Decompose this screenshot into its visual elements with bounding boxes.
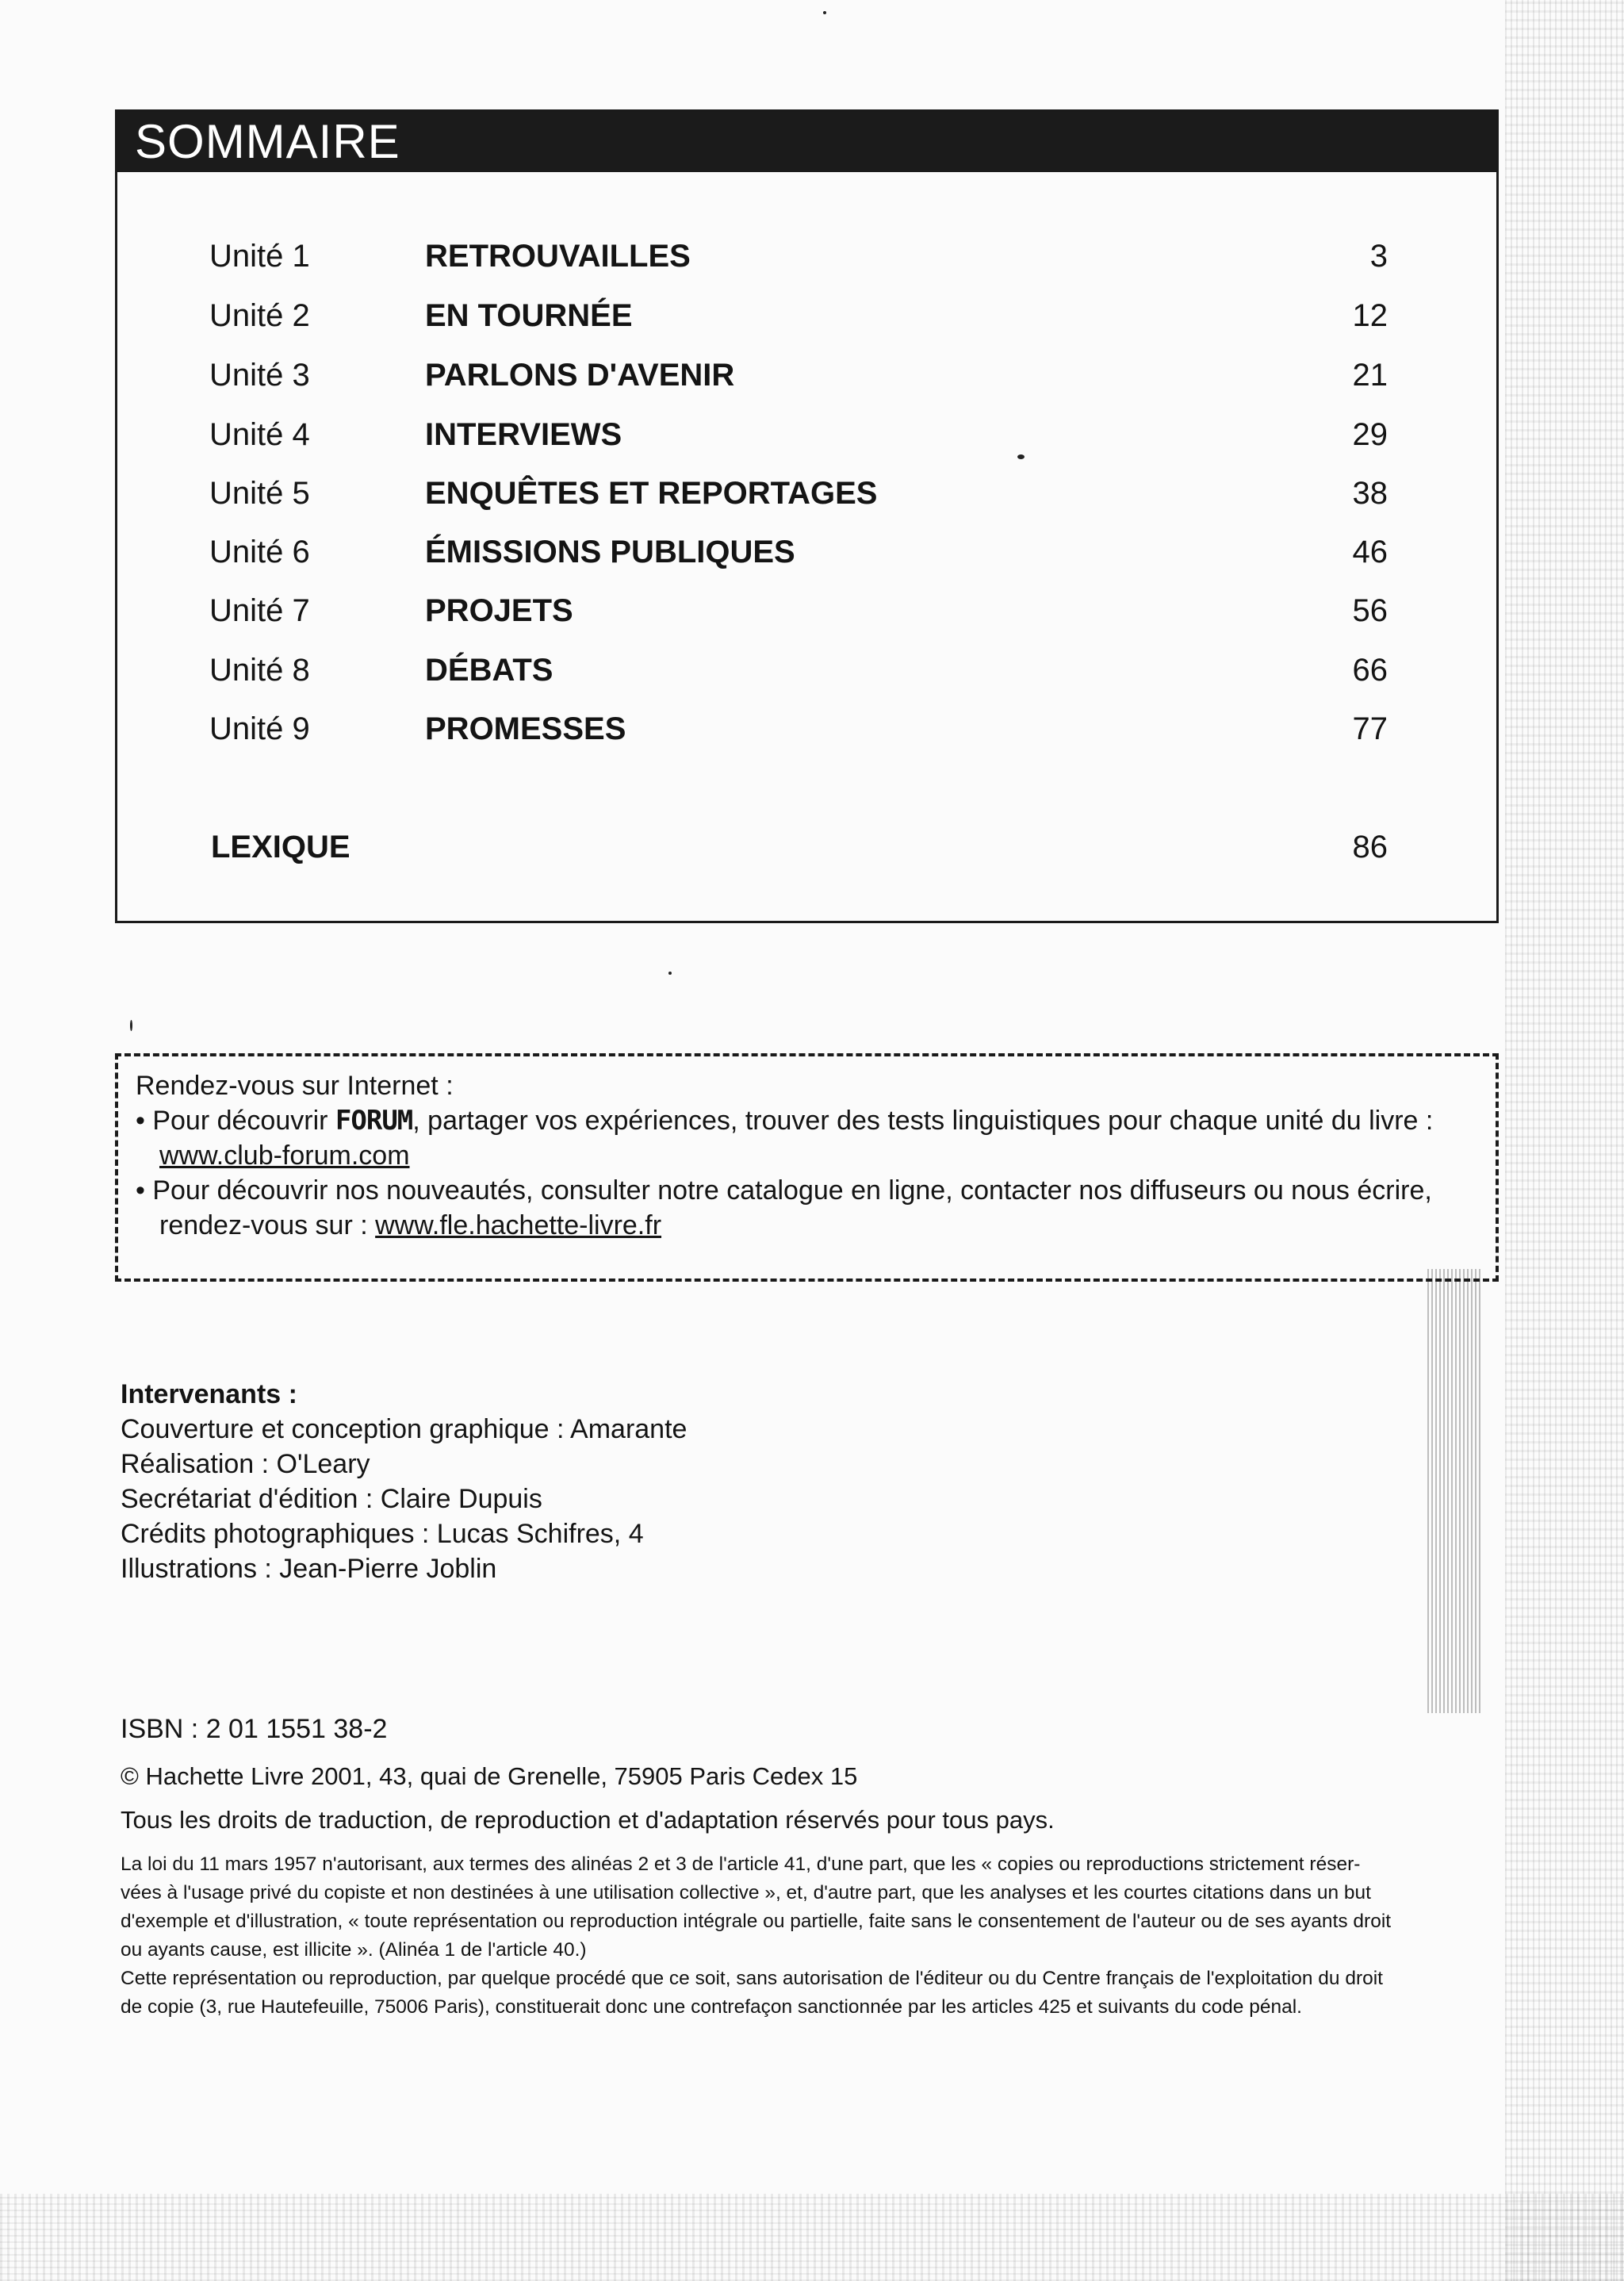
credit-line: Couverture et conception graphique : Amarante xyxy=(121,1414,688,1444)
toc-unit-label: Unité 5 xyxy=(209,476,310,511)
table-of-contents xyxy=(115,109,1499,923)
toc-unit-title: RETROUVAILLES xyxy=(425,239,691,274)
toc-unit-title: PROMESSES xyxy=(425,711,626,746)
isbn: ISBN : 2 01 1551 38-2 xyxy=(121,1714,388,1744)
credits-block xyxy=(121,1377,687,1586)
toc-entry xyxy=(117,646,1496,705)
credit-line: Crédits photographiques : Lucas Schifres, 4 xyxy=(121,1519,644,1549)
hachette-line xyxy=(159,1208,661,1243)
toc-unit-title: ÉMISSIONS PUBLIQUES xyxy=(425,535,795,569)
club-forum-link[interactable]: www.club-forum.com xyxy=(159,1140,410,1171)
law-line: ou ayants cause, est illicite ». (Alinéa 1 de l'article 40.) xyxy=(121,1939,587,1961)
toc-lexique-label: LEXIQUE xyxy=(211,830,350,864)
internet-info-box xyxy=(115,1053,1499,1282)
toc-unit-title: DÉBATS xyxy=(425,653,553,688)
toc-unit-title: PROJETS xyxy=(425,593,573,628)
scan-noise-right xyxy=(1505,0,1624,2281)
hachette-line-prefix: rendez-vous sur : xyxy=(159,1210,376,1240)
rights-line: Tous les droits de traduction, de reproduction et d'adaptation réservés pour tous pays. xyxy=(121,1806,1055,1834)
toc-entry xyxy=(117,528,1496,587)
hachette-fle-link[interactable]: www.fle.hachette-livre.fr xyxy=(375,1210,662,1240)
internet-bullet-catalogue: • Pour découvrir nos nouveautés, consulter notre catalogue en ligne, contacter nos diffuseurs ou nous écrire, xyxy=(136,1175,1432,1206)
toc-unit-title: PARLONS D'AVENIR xyxy=(425,358,735,393)
law-line: de copie (3, rue Hautefeuille, 75006 Paris), constituerait donc une contrefaçon sanctionnée par les articles 425 et suivants du code pénal. xyxy=(121,1996,1302,2018)
toc-page-number: 86 xyxy=(1352,830,1388,864)
credits-heading: Intervenants : xyxy=(121,1379,297,1409)
toc-unit-title: ENQUÊTES ET REPORTAGES xyxy=(425,476,878,511)
toc-unit-label: Unité 4 xyxy=(209,417,310,452)
toc-unit-label: Unité 9 xyxy=(209,711,310,746)
scan-speck xyxy=(1017,454,1025,459)
scan-speck xyxy=(823,11,826,14)
toc-page-number: 21 xyxy=(1352,358,1388,393)
toc-unit-label: Unité 8 xyxy=(209,653,310,688)
credit-line: Secrétariat d'édition : Claire Dupuis xyxy=(121,1484,542,1514)
toc-page-number: 12 xyxy=(1352,298,1388,333)
toc-title: SOMMAIRE xyxy=(135,115,400,168)
toc-entry xyxy=(117,470,1496,528)
internet-intro: Rendez-vous sur Internet : xyxy=(136,1071,454,1101)
toc-page-number: 66 xyxy=(1352,653,1388,688)
scan-speck xyxy=(668,972,672,975)
toc-page-number: 77 xyxy=(1352,711,1388,746)
toc-page-number: 3 xyxy=(1369,239,1388,274)
toc-header-bar xyxy=(117,112,1496,172)
toc-unit-label: Unité 3 xyxy=(209,358,310,393)
toc-page-number: 46 xyxy=(1352,535,1388,569)
toc-page-number: 29 xyxy=(1352,417,1388,452)
bullet-forum-suffix: , partager vos expériences, trouver des tests linguistiques pour chaque unité du livre : xyxy=(412,1106,1434,1136)
toc-unit-label: Unité 1 xyxy=(209,239,310,274)
toc-entry xyxy=(117,292,1496,351)
law-line: vées à l'usage privé du copiste et non destinées à une utilisation collective », et, d'autre part, que les analyses et les courtes citations dans un but xyxy=(121,1882,1371,1903)
toc-unit-title: INTERVIEWS xyxy=(425,417,622,452)
scan-speck xyxy=(130,1020,132,1031)
law-line: d'exemple et d'illustration, « toute représentation ou reproduction intégrale ou partielle, faite sans le consentement de l'auteur ou de ses ayants droit xyxy=(121,1911,1392,1932)
law-line: La loi du 11 mars 1957 n'autorisant, aux termes des alinéas 2 et 3 de l'article 41, d'une part, que les « copies ou reproductions strictement réser- xyxy=(121,1854,1361,1875)
law-line: Cette représentation ou reproduction, par quelque procédé que ce soit, sans autorisation de l'éditeur ou du Centre français de l'exploitation du droit xyxy=(121,1968,1383,1989)
toc-unit-label: Unité 7 xyxy=(209,593,310,628)
toc-unit-label: Unité 2 xyxy=(209,298,310,333)
toc-unit-title: EN TOURNÉE xyxy=(425,298,633,333)
toc-entry xyxy=(117,232,1496,291)
law-notice xyxy=(121,1850,1504,2022)
credit-line: Réalisation : O'Leary xyxy=(121,1449,370,1479)
toc-unit-label: Unité 6 xyxy=(209,535,310,569)
forum-brand: FORUM xyxy=(335,1105,413,1137)
scan-noise-bar xyxy=(1427,1269,1483,1713)
toc-entry xyxy=(117,351,1496,410)
scan-noise-bottom xyxy=(0,2194,1624,2281)
toc-entry xyxy=(117,411,1496,470)
internet-bullet-forum xyxy=(136,1103,1433,1138)
credit-line: Illustrations : Jean-Pierre Joblin xyxy=(121,1554,497,1584)
toc-lexique-entry xyxy=(117,823,1496,882)
copyright-line: © Hachette Livre 2001, 43, quai de Grenelle, 75905 Paris Cedex 15 xyxy=(121,1762,858,1790)
toc-page-number: 38 xyxy=(1352,476,1388,511)
toc-entry xyxy=(117,587,1496,646)
club-forum-line xyxy=(159,1138,410,1173)
toc-entry xyxy=(117,705,1496,764)
bullet-forum-prefix: • Pour découvrir xyxy=(136,1106,335,1136)
toc-page-number: 56 xyxy=(1352,593,1388,628)
